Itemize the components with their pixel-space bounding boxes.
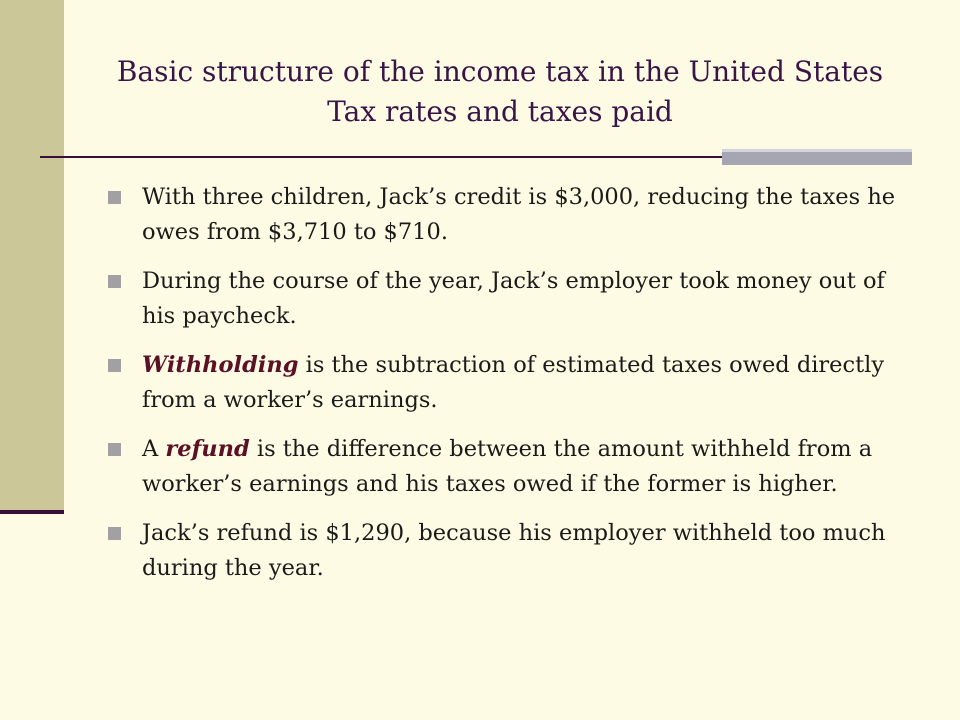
bullet-text: is the subtraction of estimated taxes owed directly from a worker’s earnings. [142, 352, 885, 413]
bullet-text: is the difference between the amount withheld from a worker’s earnings and his taxes owed if the former is higher. [142, 436, 873, 497]
bullet-item [108, 180, 918, 250]
title-divider-accent-highlight [722, 149, 912, 152]
bullet-item [108, 432, 918, 502]
bullet-text: During the course of the year, Jack’s employer took money out of his paycheck. [142, 268, 885, 329]
square-bullet-icon [108, 443, 121, 456]
bullet-text: With three children, Jack’s credit is $3,000, reducing the taxes he owes from $3,710 to $710. [142, 184, 896, 245]
bullet-list [108, 180, 918, 600]
square-bullet-icon [108, 359, 121, 372]
key-term-refund: refund [165, 436, 250, 462]
bullet-item [108, 264, 918, 334]
square-bullet-icon [108, 527, 121, 540]
bullet-prefix: A [142, 436, 166, 462]
bullet-item [108, 348, 918, 418]
slide-title [64, 52, 936, 132]
square-bullet-icon [108, 191, 121, 204]
slide-title-line-2: Tax rates and taxes paid [327, 95, 673, 128]
square-bullet-icon [108, 275, 121, 288]
slide-title-line-1: Basic structure of the income tax in the United States [116, 55, 884, 88]
bullet-text: Jack’s refund is $1,290, because his employer withheld too much during the year. [142, 520, 886, 581]
left-decorative-bar [0, 0, 64, 510]
left-bar-underline [0, 510, 64, 514]
key-term-withholding: Withholding [142, 352, 299, 378]
bullet-item [108, 516, 918, 586]
